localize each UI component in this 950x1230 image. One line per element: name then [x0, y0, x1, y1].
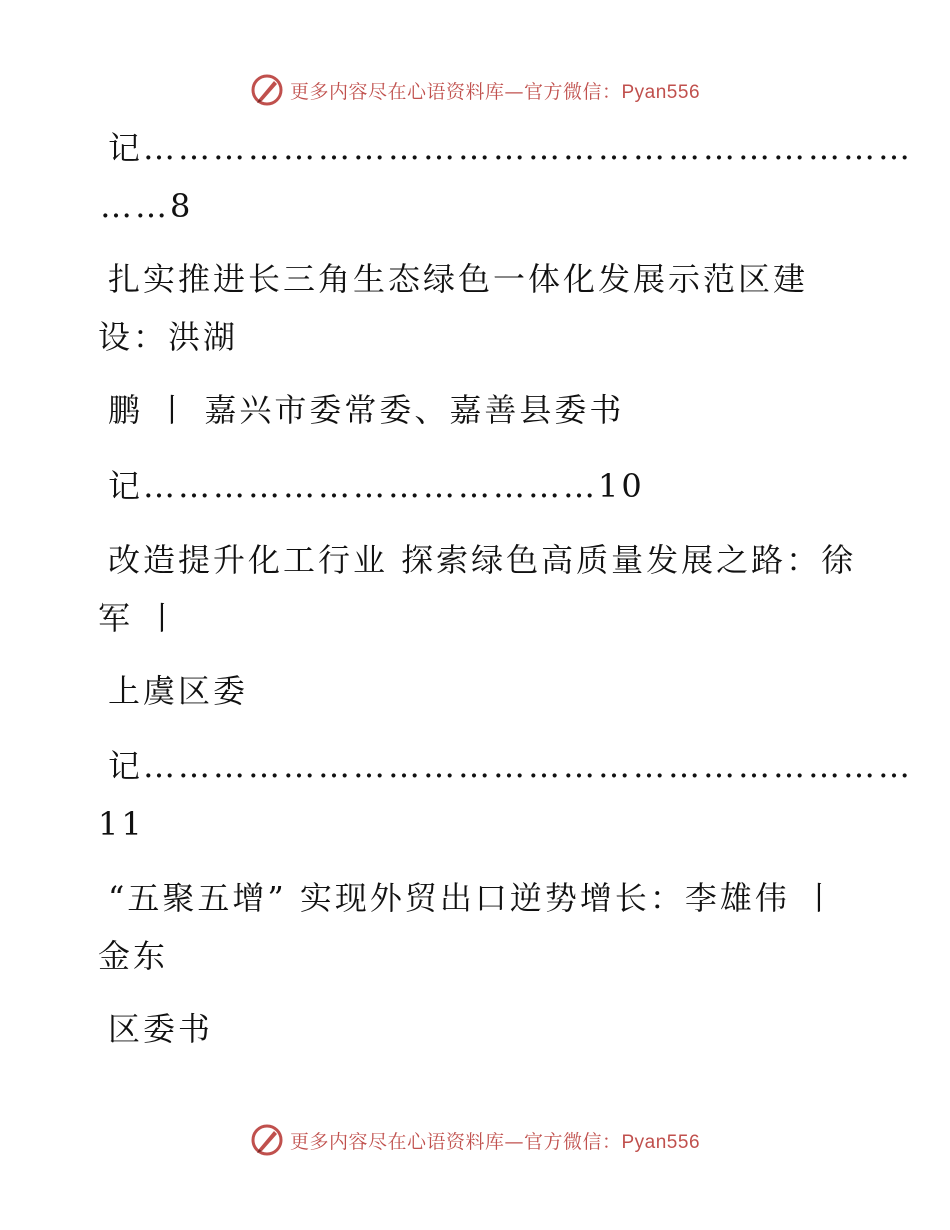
toc-line: 上虞区委: [108, 672, 249, 710]
toc-line: 11: [98, 805, 145, 843]
quill-logo-icon: [250, 73, 284, 107]
toc-line: 记…………………………………………………………: [108, 747, 914, 785]
toc-line: 金东: [98, 937, 169, 975]
toc-line: 改造提升化工行业 探索绿色高质量发展之路：徐: [108, 541, 857, 579]
toc-line: 区委书: [108, 1010, 214, 1048]
watermark-banner-top: [0, 70, 950, 110]
toc-line: ……8: [100, 187, 194, 225]
toc-line: “五聚五增” 实现外贸出口逆势增长：李雄伟 丨: [108, 879, 839, 917]
toc-line: 鹏 丨 嘉兴市委常委、嘉善县委书: [108, 391, 625, 429]
toc-line: 记…………………………………10: [108, 467, 645, 505]
watermark-text: 更多内容尽在心语资料库—官方微信：Pyan556: [289, 1130, 701, 1153]
watermark-text: 更多内容尽在心语资料库—官方微信：Pyan556: [289, 80, 701, 103]
quill-logo-icon: [250, 1123, 284, 1157]
toc-line: 军 丨: [98, 599, 182, 637]
toc-line: 记…………………………………………………………: [108, 129, 914, 167]
watermark-banner-bottom: [0, 1120, 950, 1160]
toc-line: 扎实推进长三角生态绿色一体化发展示范区建: [108, 260, 809, 298]
toc-line: 设：洪湖: [98, 318, 239, 356]
